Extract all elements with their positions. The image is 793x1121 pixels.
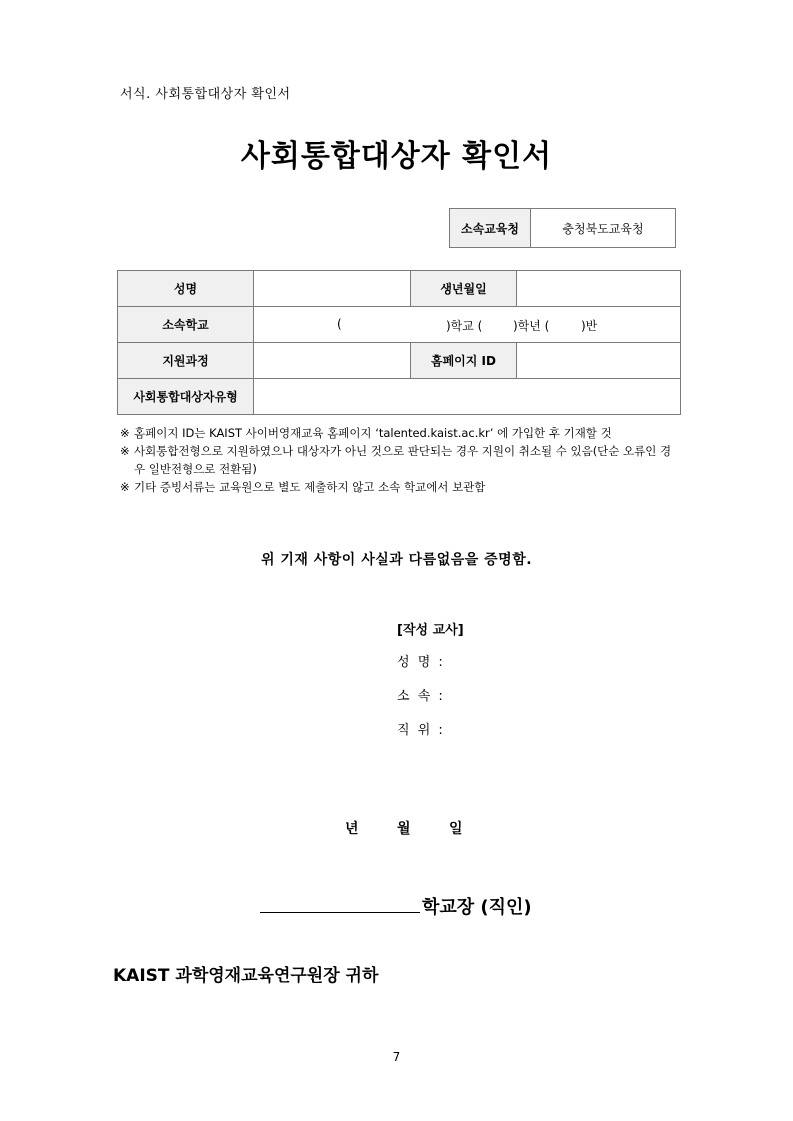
list-item — [120, 442, 680, 478]
grade-suffix: )학년 ( — [513, 319, 550, 333]
table-row — [118, 271, 681, 307]
office-value[interactable]: 충청북도교육청 — [531, 209, 676, 248]
birthdate-field[interactable] — [517, 271, 681, 307]
reference-mark-icon: ※ — [120, 426, 130, 440]
writer-position-label: 직 위 : — [397, 723, 445, 738]
note-text: 홈페이지 ID는 KAIST 사이버영재교육 홈페이지 ‘talented.kaist.ac.kr’ 에 가입한 후 기재할 것 — [134, 426, 612, 440]
table-row — [118, 379, 681, 415]
list-item — [120, 424, 680, 442]
course-field[interactable] — [254, 343, 411, 379]
table-row — [118, 307, 681, 343]
school-name-blank[interactable] — [260, 912, 420, 913]
birthdate-label: 생년월일 — [411, 271, 517, 307]
school-field[interactable] — [254, 307, 681, 343]
name-field[interactable] — [254, 271, 411, 307]
class-suffix: )반 — [581, 319, 598, 333]
school-open-paren: ( — [337, 317, 342, 331]
school-label: 소속학교 — [118, 307, 254, 343]
declaration-statement: 위 기재 사항이 사실과 다름없음을 증명함. — [260, 552, 533, 568]
applicant-info-table — [117, 270, 681, 415]
homepage-id-label: 홈페이지 ID — [411, 343, 517, 379]
writer-affiliation-label: 소 속 : — [397, 689, 445, 704]
office-box — [449, 208, 676, 248]
integration-type-field[interactable] — [254, 379, 681, 415]
month-label: 월 — [397, 821, 411, 837]
name-label: 성명 — [118, 271, 254, 307]
integration-type-label: 사회통합대상자유형 — [118, 379, 254, 415]
day-label: 일 — [449, 821, 463, 837]
notes-list — [120, 424, 680, 496]
year-label: 년 — [345, 821, 359, 837]
writer-heading: [작성 교사] — [397, 623, 464, 638]
note-text: 기타 증빙서류는 교육원으로 별도 제출하지 않고 소속 학교에서 보관함 — [134, 480, 486, 494]
principal-label: 학교장 (직인) — [422, 897, 532, 918]
form-label: 서식. 사회통합대상자 확인서 — [120, 87, 291, 102]
office-label: 소속교육청 — [450, 209, 531, 248]
reference-mark-icon: ※ — [120, 480, 130, 494]
school-suffix: )학교 ( — [446, 319, 483, 333]
homepage-id-field[interactable] — [517, 343, 681, 379]
page-number: 7 — [392, 1050, 401, 1064]
course-label: 지원과정 — [118, 343, 254, 379]
list-item — [120, 478, 680, 496]
addressee: KAIST 과학영재교육연구원장 귀하 — [113, 966, 379, 986]
writer-name-label: 성 명 : — [397, 655, 445, 670]
table-row — [118, 343, 681, 379]
document-title: 사회통합대상자 확인서 — [240, 139, 553, 174]
reference-mark-icon: ※ — [120, 444, 130, 458]
note-text: 사회통합전형으로 지원하였으나 대상자가 아닌 것으로 판단되는 경우 지원이 취소될 수 있음(단순 오류인 경우 일반전형으로 전환됨) — [134, 444, 672, 476]
